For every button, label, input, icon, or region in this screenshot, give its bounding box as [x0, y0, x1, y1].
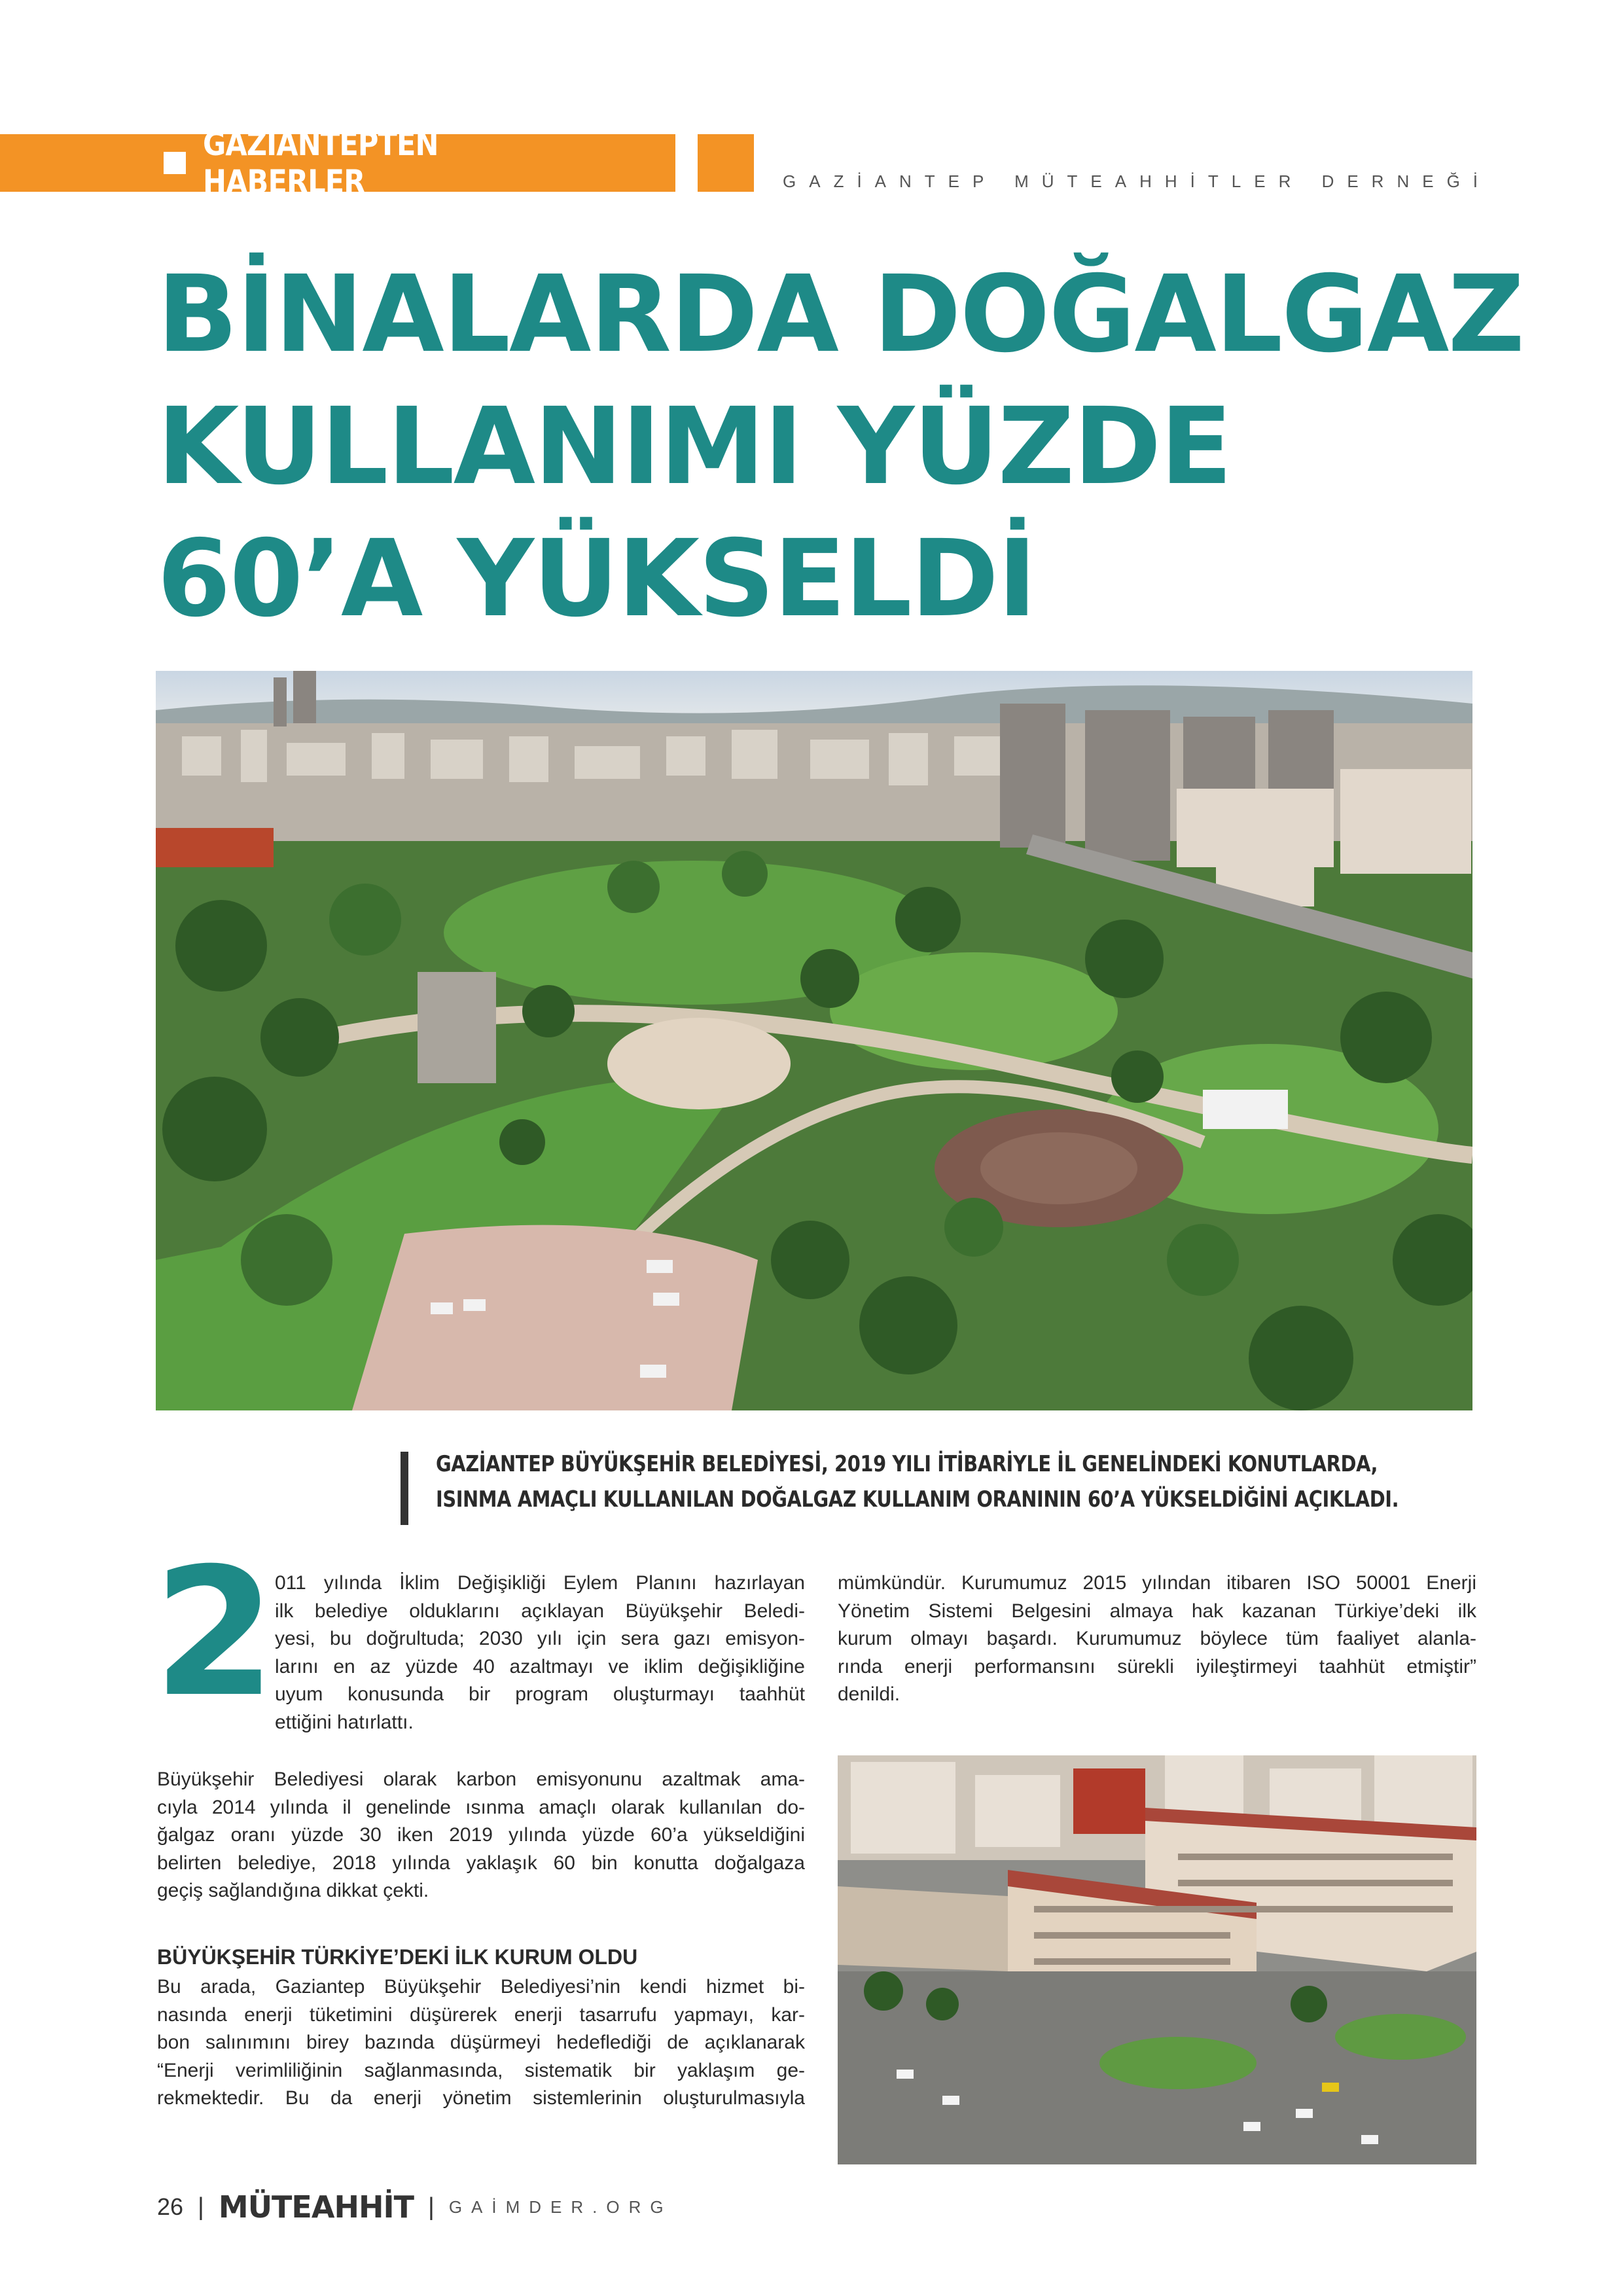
text-line: rında enerji performansını sürekli iyileştirmeyi taahhüt etmiştir”	[838, 1655, 1476, 1677]
title-line: KULLANIMI YÜZDE	[157, 386, 1232, 509]
text-line: 011 yılında İklim Değişikliği Eylem Planını hazırlayan	[275, 1572, 805, 1594]
text-line: mümkündür. Kurumumuz 2015 yılından itibaren ISO 50001 Enerji	[838, 1572, 1476, 1594]
text-line: yesi, bu doğrultuda; 2030 yılı için sera gazı emisyon-	[275, 1628, 805, 1649]
park-aerial-photo	[156, 671, 1472, 1410]
intro-paragraph	[275, 1570, 805, 1736]
body-paragraph	[157, 1766, 805, 1905]
text-line: cıyla 2014 yılında il genelinde ısınma amaçlı olarak kullanılan do-	[157, 1796, 805, 1818]
text-line: Yönetim Sistemi Belgesini almaya hak kazanan Türkiye’deki ilk	[838, 1600, 1476, 1622]
text-line: ilk belediye olduklarını açıklayan Büyükşehir Beledi-	[275, 1600, 805, 1622]
body-paragraph	[838, 1570, 1476, 1709]
text-line: Bu arada, Gaziantep Büyükşehir Belediyesi’nin kendi hizmet bi-	[157, 1976, 805, 1998]
magazine-name: MÜTEAHHİT	[218, 2189, 414, 2225]
section-label: GAZİANTEPTEN HABERLER	[202, 125, 438, 201]
body-paragraph	[157, 1973, 805, 2113]
subheading: BÜYÜKŞEHİR TÜRKİYE’DEKİ İLK KURUM OLDU	[157, 1945, 638, 1969]
page-footer	[157, 2189, 673, 2225]
text-line: kurum olmayı başardı. Kurumumuz böylece tüm faaliyet alanla-	[838, 1628, 1476, 1649]
lead-line: GAZİANTEP BÜYÜKŞEHİR BELEDİYESİ, 2019 YILI İTİBARİYLE İL GENELİNDEKİ KONUTLARDA,	[436, 1451, 1378, 1477]
text-line: Büyükşehir Belediyesi olarak karbon emisyonunu azaltmak ama-	[157, 1768, 805, 1790]
drop-cap: 2	[153, 1530, 276, 1736]
title-line: BİNALARDA DOĞALGAZ	[157, 253, 1524, 376]
municipality-building-photo	[838, 1755, 1476, 2164]
footer-separator: |	[427, 2193, 435, 2221]
website-link[interactable]: GAİMDER.ORG	[448, 2197, 673, 2217]
text-line: “Enerji verimliliğinin sağlanmasında, sistematik bir yaklaşım ge-	[157, 2059, 805, 2081]
header-accent-block	[698, 134, 754, 192]
lead-line: ISINMA AMAÇLI KULLANILAN DOĞALGAZ KULLANIM ORANININ 60’A YÜKSELDİĞİNİ AÇIKLADI.	[436, 1486, 1399, 1513]
text-line: nasında enerji tüketimini düşürerek enerji tasarrufu yapmayı, kar-	[157, 2003, 805, 2026]
text-line: bon salınımını birey bazında düşürmeyi hedeflediği de açıklanarak	[157, 2032, 805, 2053]
lead-paragraph	[436, 1446, 1483, 1517]
text-line: larını en az yüzde 40 azaltmayı ve iklim değişikliğine	[275, 1655, 805, 1677]
organization-name: GAZİANTEP MÜTEAHHİTLER DERNEĞİ	[783, 171, 1491, 191]
text-line: belirten belediye, 2018 yılında yaklaşık 60 bin konutta doğalgaza	[157, 1852, 805, 1874]
text-line: rekmektedir. Bu da enerji yönetim sistemlerinin oluşturulmasıyla	[157, 2087, 805, 2109]
page-number: 26	[157, 2193, 184, 2220]
section-tab	[0, 125, 675, 201]
text-line: denildi.	[838, 1683, 901, 1705]
text-line: ettiğini hatırlattı.	[275, 1711, 414, 1733]
section-square-icon	[164, 152, 186, 174]
title-line: 60’A YÜKSELDİ	[157, 518, 1036, 641]
article-title	[157, 249, 1531, 645]
text-line: geçiş sağlandığına dikkat çekti.	[157, 1880, 429, 1901]
lead-bar	[401, 1452, 408, 1525]
text-line: ğalgaz oranı yüzde 30 iken 2019 yılında yüzde 60’a yükseldiğini	[157, 1824, 805, 1846]
footer-separator: |	[198, 2193, 204, 2221]
text-line: uyum konusunda bir program oluşturmayı taahhüt	[275, 1683, 805, 1705]
